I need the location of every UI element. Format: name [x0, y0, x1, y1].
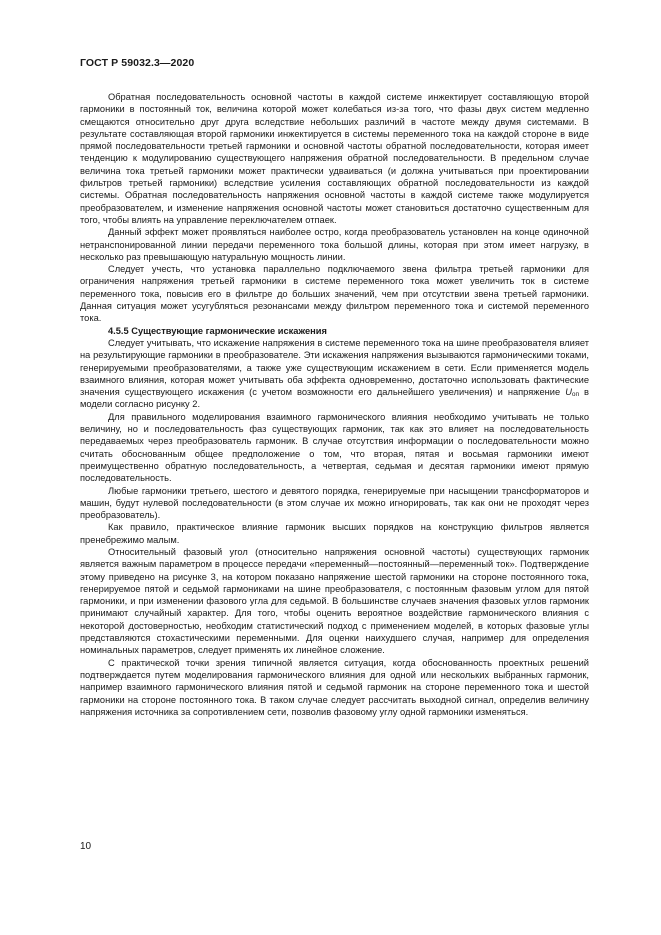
- paragraph: Любые гармоники третьего, шестого и девятого порядка, генерируемые при насыщении трансформаторов и машин, будут нулевой последовательности (в этом случае их можно игнорировать, так как они не проходят через преобразователь).: [80, 485, 589, 521]
- voltage-subscript: оп: [571, 391, 580, 399]
- paragraph-text: Следует учитывать, что искажение напряжения в системе переменного тока на шине преобразователя влияет на результирующие гармоники в преобразователе. Эти искажения напряжения вызываются гармоническими токами, генерируемыми преобразователями, а также уже существующим искажением в сети. Если применяется модель взаимного влияния, которая может учитывать оба эффекта одновременно, достаточно использовать фактические значения существующего искажения (с учетом возможности его дальнейшего увеличения) и напряжение: [80, 337, 589, 398]
- paragraph: Обратная последовательность основной частоты в каждой системе инжектирует составляющую второй гармоники в постоянный ток, величина которой может колебаться из-за того, что фазы двух систем медленно смещаются относительно друг друга вследствие небольших различий в частоте между двумя системами. В результате составляющая второй гармоники инжектируется в системы переменного тока на каждой стороне в виде прямой последовательности третьей гармоники и основной частоты обратной последовательности, которая имеет тенденцию к модулированию существующего напряжения обратной последовательности. В предельном случае величина тока третьей гармоники может практически удваиваться (и должна учитываться при проектировании фильтров третьей гармоники) вследствие усиления составляющих обратной последовательности из каждой системы. Обратная последовательность напряжения основной частоты в каждой системе также модулируется преобразователем, и изменение напряжения основной частоты может становиться достаточно существенным для того, чтобы влиять на управление переключателем отпаек.: [80, 92, 589, 225]
- voltage-symbol: U: [565, 387, 572, 398]
- paragraph-text: в модели согласно рисунку 2.: [80, 387, 590, 410]
- paragraph: С практической точки зрения типичной является ситуация, когда обоснованность проектных решений подтверждается путем моделирования гармонического влияния для одной или нескольких выбранных гармоник, например взаимного гармонического влияния пятой и седьмой гармоник на стороне переменного тока и шестой гармоники на стороне постоянного тока. В таком случае следует рассчитать выходной сигнал, определив величину напряжения источника за сопротивлением сети, позволив фазовому углу одной гармоники изменяться.: [80, 657, 589, 717]
- paragraph: Для правильного моделирования взаимного гармонического влияния необходимо учитывать не только величину, но и последовательность фаз существующих гармоник, так как это влияет на последовательность передаваемых через преобразователь гармоник. В случае отсутствия информации о последовательности можно считать обоснованным общее предположение о том, что вторая, пятая и восьмая гармоники имеют преимущественно обратную последовательность, а четвертая, седьмая и десятая гармоники имеют прямую последовательность.: [80, 411, 589, 484]
- paragraph: Относительный фазовый угол (относительно напряжения основной частоты) существующих гармоник является важным параметром в процессе передачи «переменный—постоянный—переменный ток». Подтверждение этому приведено на рисунке 3, на котором показано напряжение шестой гармоники на стороне постоянного тока, генерируемое пятой и седьмой гармониками на шине преобразователя, с постоянным фазовым углом для пятой гармоники, и при изменении фазового угла для седьмой. В большинстве случаев значения фазовых углов гармоник принимают случайный характер. Для того, чтобы оценить вероятное воздействие гармонического влияния с некоторой достоверностью, необходим статистический подход с применением моделей, в которых фазовые углы представляются стохастическими переменными. Для оценки наихудшего случая, например для определения номинальных параметров, следует применять их линейное сложение.: [80, 546, 589, 656]
- page-number: 10: [80, 841, 92, 852]
- document-body: [80, 91, 589, 718]
- paragraph: Как правило, практическое влияние гармоник высших порядков на конструкцию фильтров является пренебрежимо малым.: [80, 522, 589, 545]
- paragraph: [80, 337, 589, 411]
- paragraph: Данный эффект может проявляться наиболее остро, когда преобразователь установлен на конце одиночной нетранспонированной линии передачи переменного тока большой длины, которая при этом имеет нагрузку, в несколько раз превышающую натуральную мощность линии.: [80, 227, 589, 262]
- section-heading: 4.5.5 Существующие гармонические искажения: [108, 325, 327, 336]
- paragraph: Следует учесть, что установка параллельно подключаемого звена фильтра третьей гармоники для ограничения напряжения третьей гармоники в системе переменного тока может увеличить ток в системе переменного тока, повысив его в фильтре до больших значений, чем при отсутствии звена третьей гармоники. Данная ситуация может усугубляться резонансами между фильтром переменного тока и системой переменного тока.: [80, 264, 589, 324]
- document-header: ГОСТ Р 59032.3—2020: [80, 57, 195, 69]
